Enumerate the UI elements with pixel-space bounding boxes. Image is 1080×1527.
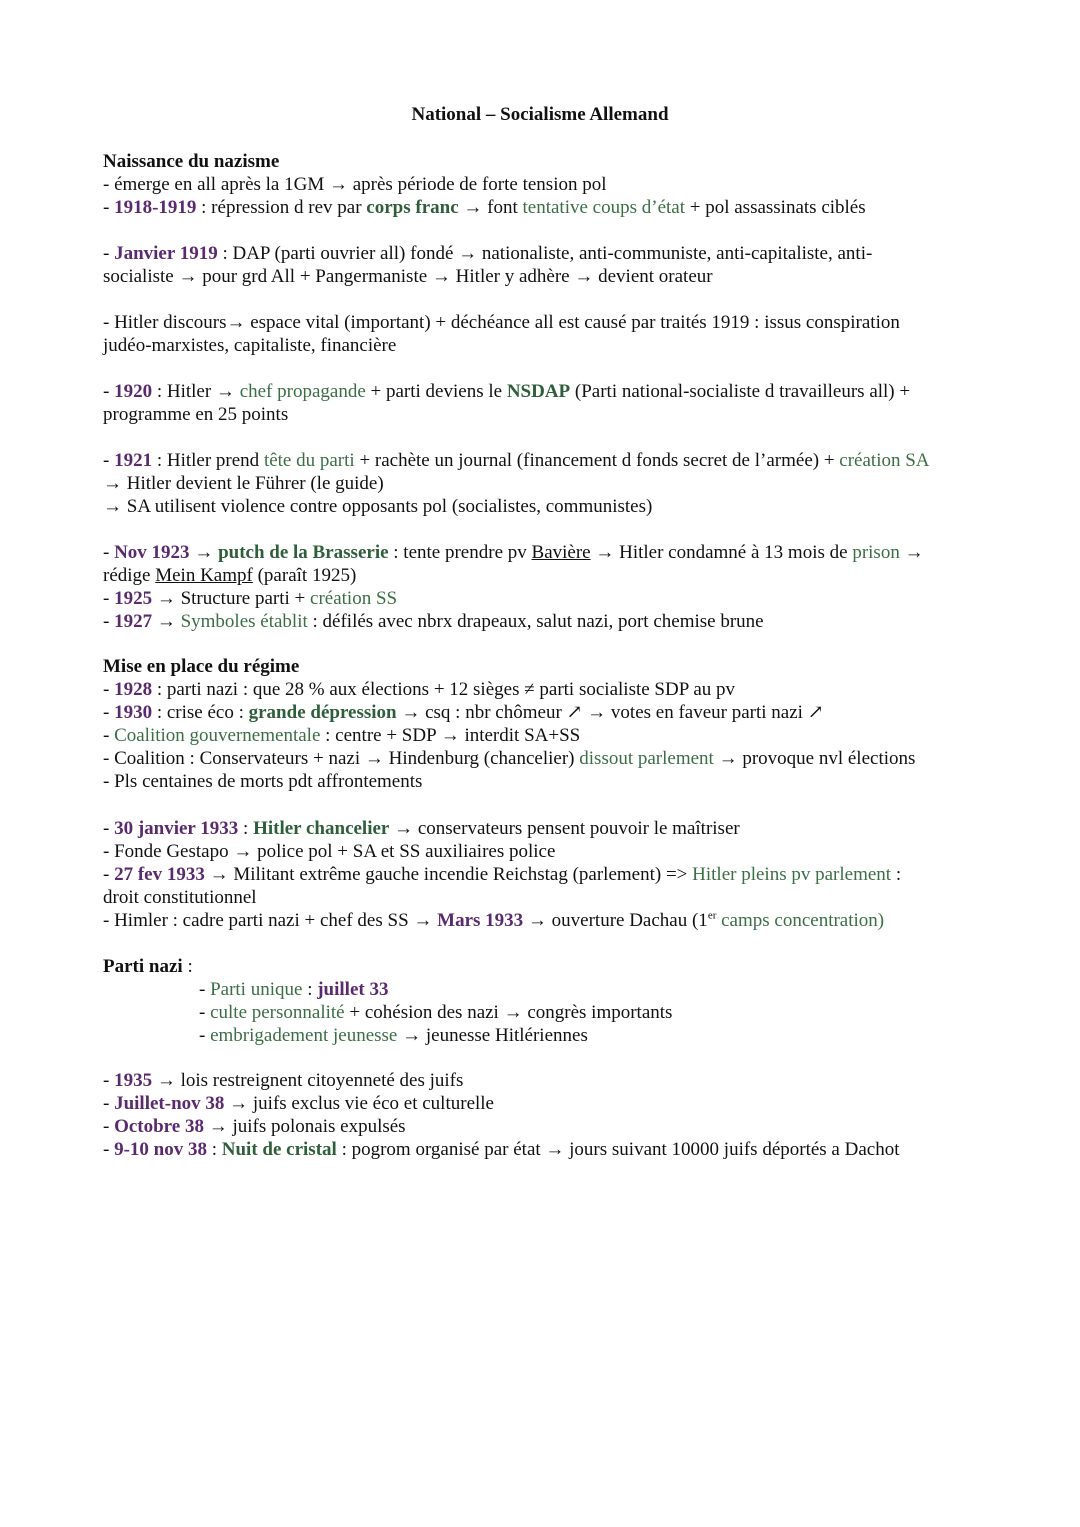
text-line: judéo-marxistes, capitaliste, financière [103, 335, 397, 356]
text-line: - 1920 : Hitler → chef propagande + parti deviens le NSDAP (Parti national-socialiste d travailleurs all) + [103, 381, 911, 402]
text-line: - 9-10 nov 38 : Nuit de cristal : pogrom organisé par état → jours suivant 10000 juifs déportés a Dachot [103, 1139, 900, 1160]
text-line: → Hitler devient le Führer (le guide) [103, 473, 384, 494]
text-line: - Juillet-nov 38 → juifs exclus vie éco et culturelle [103, 1093, 494, 1114]
paragraph-1933 [103, 817, 983, 932]
paragraph-1935-1938 [103, 1069, 983, 1161]
text-line: - Coalition : Conservateurs + nazi → Hindenburg (chancelier) dissout parlement → provoque nvl élections [103, 748, 916, 769]
text-line: - Fonde Gestapo → police pol + SA et SS auxiliaires police [103, 841, 556, 862]
text-line: - émerge en all après la 1GM → après période de forte tension pol [103, 174, 607, 195]
text-line: rédige Mein Kampf (paraît 1925) [103, 565, 357, 586]
text-line: - Coalition gouvernementale : centre + SDP → interdit SA+SS [103, 725, 581, 746]
paragraph-1920 [103, 380, 983, 426]
text-line: - Hitler discours→ espace vital (important) + déchéance all est causé par traités 1919 : issus conspiration [103, 312, 900, 333]
document-title: National – Socialisme Allemand [411, 104, 669, 125]
list-item: - embrigadement jeunesse → jeunesse Hitlériennes [199, 1025, 588, 1046]
section-mise-en-place [103, 655, 983, 793]
list-item: - Parti unique : juillet 33 [199, 979, 389, 1000]
paragraph-dap [103, 242, 983, 288]
text-line: → SA utilisent violence contre opposants pol (socialistes, communistes) [103, 496, 653, 517]
text-line: - 1925 → Structure parti + création SS [103, 588, 398, 609]
text-line: - 1928 : parti nazi : que 28 % aux élections + 12 sièges ≠ parti socialiste SDP au pv [103, 679, 736, 700]
text-line: - 27 fev 1933 → Militant extrême gauche incendie Reichstag (parlement) => Hitler pleins pv parlement : [103, 864, 902, 885]
section-parti-nazi [103, 955, 983, 1047]
paragraph-1921 [103, 449, 983, 518]
text-line: droit constitutionnel [103, 887, 257, 908]
text-line: - Pls centaines de morts pdt affrontements [103, 771, 423, 792]
section-heading: Naissance du nazisme [103, 151, 280, 172]
text-line: - Nov 1923 → putch de la Brasserie : tente prendre pv Bavière → Hitler condamné à 13 mois de prison → [103, 542, 924, 563]
section-heading: Mise en place du régime [103, 656, 300, 677]
text-line: - Janvier 1919 : DAP (parti ouvrier all) fondé → nationaliste, anti-communiste, anti-capitaliste, anti- [103, 243, 873, 264]
list-item: - culte personnalité + cohésion des nazi → congrès importants [199, 1002, 673, 1023]
text-line: - 30 janvier 1933 : Hitler chancelier → conservateurs pensent pouvoir le maîtriser [103, 818, 740, 839]
text-line: - 1935 → lois restreignent citoyenneté des juifs [103, 1070, 464, 1091]
text-line: programme en 25 points [103, 404, 289, 425]
paragraph-1923 [103, 541, 983, 633]
text-line: - 1918-1919 : répression d rev par corps franc → font tentative coups d’état + pol assassinats ciblés [103, 197, 866, 218]
text-line: - 1930 : crise éco : grande dépression → csq : nbr chômeur ↗ → votes en faveur parti nazi ↗ [103, 702, 824, 723]
text-line: - 1921 : Hitler prend tête du parti + rachète un journal (financement d fonds secret de l’armée) + création SA [103, 450, 930, 471]
section-naissance [103, 150, 983, 219]
section-heading-line: Parti nazi : [103, 956, 193, 977]
paragraph-discours [103, 311, 983, 357]
text-line: - Himler : cadre parti nazi + chef des SS → Mars 1933 → ouverture Dachau (1er camps concentration) [103, 909, 885, 931]
text-line: - 1927 → Symboles établit : défilés avec nbrx drapeaux, salut nazi, port chemise brune [103, 611, 764, 632]
text-line: - Octobre 38 → juifs polonais expulsés [103, 1116, 406, 1137]
text-line: socialiste → pour grd All + Pangermaniste → Hitler y adhère → devient orateur [103, 266, 713, 287]
